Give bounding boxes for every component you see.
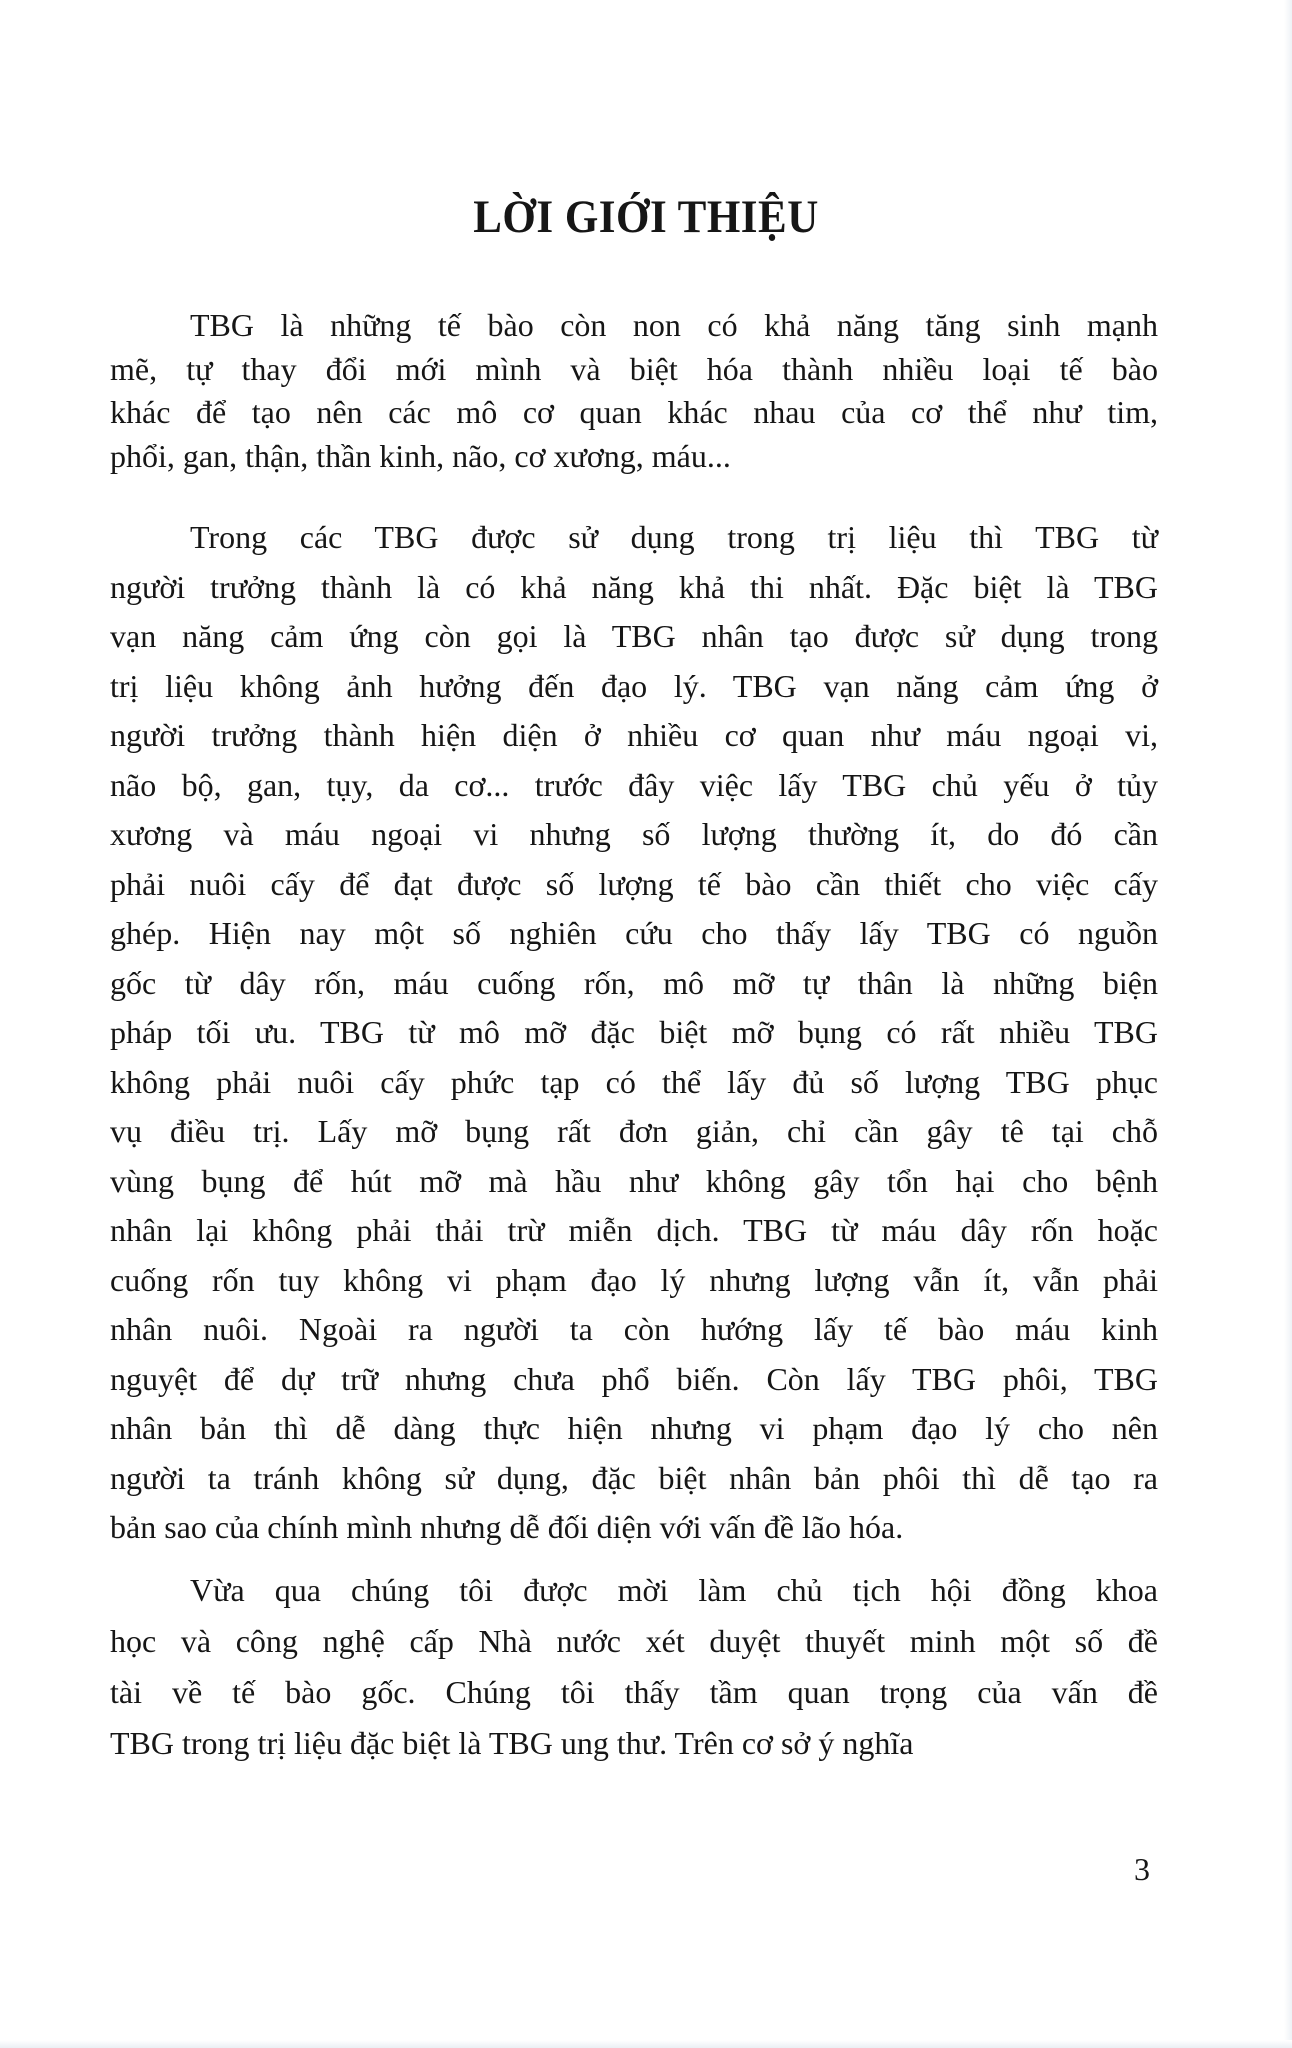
text-line: nguyệt để dự trữ nhưng chưa phổ biến. Còn lấy TBG phôi, TBG: [110, 1360, 1158, 1397]
page-title: [0, 192, 1292, 244]
text-line: não bộ, gan, tụy, da cơ... trước đây việc lấy TBG chủ yếu ở tủy: [110, 766, 1158, 803]
text-line: bản sao của chính mình nhưng dễ đối diện với vấn đề lão hóa.: [110, 1509, 904, 1545]
text-line: nhân lại không phải thải trừ miễn dịch. TBG từ máu dây rốn hoặc: [110, 1212, 1158, 1248]
text-line: TBG trong trị liệu đặc biệt là TBG ung thư. Trên cơ sở ý nghĩa: [110, 1725, 914, 1761]
text-line: người trưởng thành hiện diện ở nhiều cơ quan như máu ngoại vi,: [110, 717, 1158, 753]
text-line: mẽ, tự thay đổi mới mình và biệt hóa thành nhiều loại tế bào: [110, 350, 1158, 387]
text-line: Trong các TBG được sử dụng trong trị liệu thì TBG từ: [190, 519, 1158, 555]
text-line: vùng bụng để hút mỡ mà hầu như không gây tổn hại cho bệnh: [110, 1162, 1158, 1199]
text-line: gốc từ dây rốn, máu cuống rốn, mô mỡ tự thân là những biện: [110, 964, 1158, 1001]
text-line: người trưởng thành là có khả năng khả thi nhất. Đặc biệt là TBG: [110, 568, 1158, 605]
page-edge-shadow-bottom: [0, 2040, 1292, 2048]
text-line: xương và máu ngoại vi nhưng số lượng thường ít, do đó cần: [110, 816, 1158, 852]
text-line: tài về tế bào gốc. Chúng tôi thấy tầm quan trọng của vấn đề: [110, 1674, 1158, 1710]
text-line: cuống rốn tuy không vi phạm đạo lý nhưng lượng vẫn ít, vẫn phải: [110, 1261, 1158, 1298]
text-line: phổi, gan, thận, thần kinh, não, cơ xương, máu...: [110, 437, 731, 474]
page-edge-shadow-right: [1284, 0, 1292, 2048]
text-line: vụ điều trị. Lấy mỡ bụng rất đơn giản, chỉ cần gây tê tại chỗ: [110, 1113, 1158, 1149]
text-line: khác để tạo nên các mô cơ quan khác nhau của cơ thể như tim,: [110, 394, 1158, 430]
page-title-text: LỜI GIỚI THIỆU: [473, 192, 819, 243]
text-line: học và công nghệ cấp Nhà nước xét duyệt thuyết minh một số đề: [110, 1623, 1158, 1659]
text-line: vạn năng cảm ứng còn gọi là TBG nhân tạo được sử dụng trong: [110, 618, 1158, 654]
text-line: Vừa qua chúng tôi được mời làm chủ tịch hội đồng khoa: [190, 1572, 1158, 1608]
text-line: phải nuôi cấy để đạt được số lượng tế bào cần thiết cho việc cấy: [110, 865, 1158, 902]
text-line: nhân nuôi. Ngoài ra người ta còn hướng lấy tế bào máu kinh: [110, 1311, 1158, 1347]
text-line: TBG là những tế bào còn non có khả năng tăng sinh mạnh: [190, 307, 1158, 343]
page-number: 3: [1134, 1851, 1150, 1887]
text-line: người ta tránh không sử dụng, đặc biệt nhân bản phôi thì dễ tạo ra: [110, 1459, 1158, 1496]
text-line: pháp tối ưu. TBG từ mô mỡ đặc biệt mỡ bụng có rất nhiều TBG: [110, 1014, 1158, 1050]
text-line: nhân bản thì dễ dàng thực hiện nhưng vi phạm đạo lý cho nên: [110, 1410, 1158, 1446]
text-line: ghép. Hiện nay một số nghiên cứu cho thấy lấy TBG có nguồn: [110, 915, 1158, 951]
text-line: không phải nuôi cấy phức tạp có thể lấy đủ số lượng TBG phục: [110, 1063, 1158, 1100]
text-line: trị liệu không ảnh hưởng đến đạo lý. TBG vạn năng cảm ứng ở: [110, 667, 1158, 704]
